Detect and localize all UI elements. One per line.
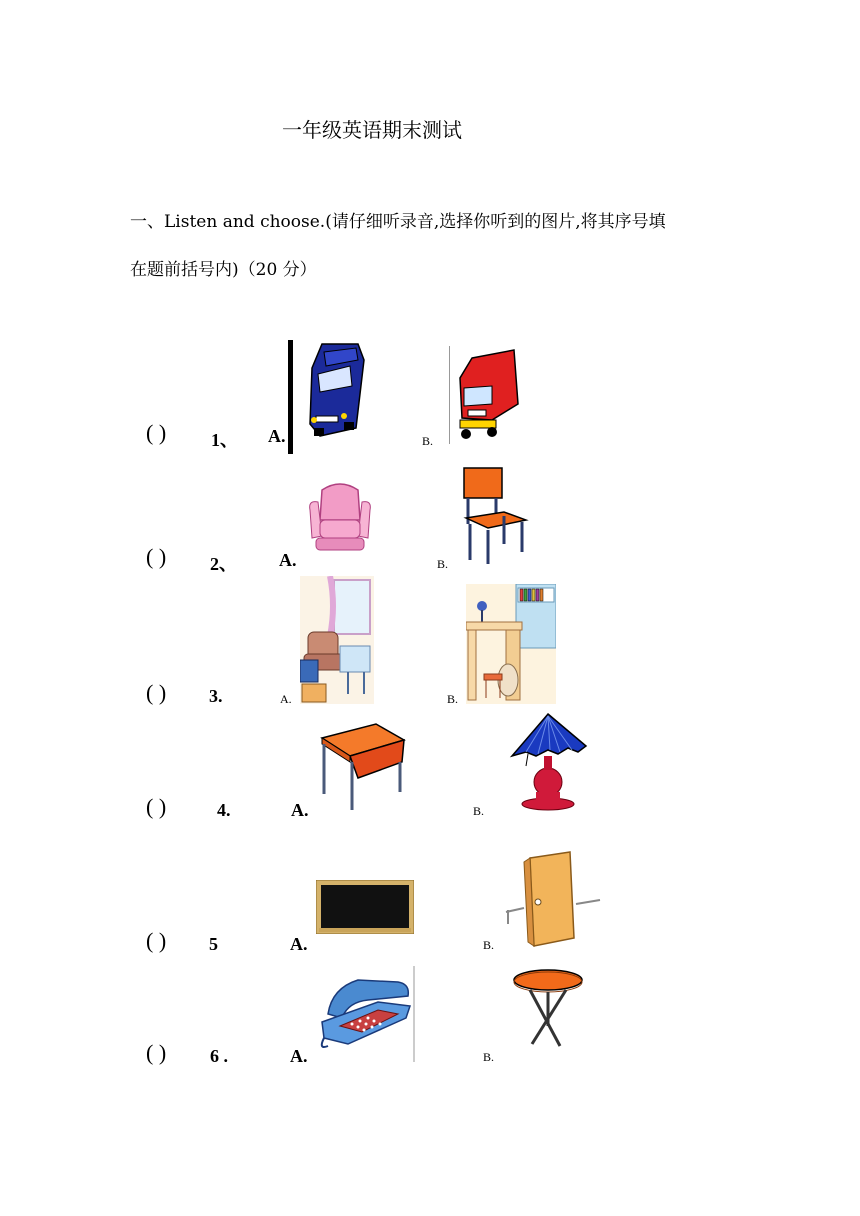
chair-picture (458, 464, 532, 566)
option-b-label: B. (473, 804, 485, 818)
table-picture (508, 966, 588, 1050)
answer-blank[interactable]: ( ) (146, 1040, 167, 1065)
bus-picture (452, 348, 524, 442)
page-title: 一年级英语期末测试 (282, 118, 462, 142)
option-a-label: A. (290, 1046, 308, 1066)
option-b-label: B. (422, 434, 434, 448)
option-a-label: A. (290, 934, 308, 954)
question-number: 6 . (210, 1046, 228, 1066)
option-a-label: A. (291, 800, 309, 820)
telephone-picture (318, 966, 416, 1062)
desk-picture (318, 722, 408, 814)
picture-border (449, 346, 450, 444)
option-a-label: A. (280, 692, 292, 706)
living-room-picture (300, 576, 374, 704)
option-a-label: A. (279, 550, 297, 570)
section-instruction-line-2: 在题前括号内)（20 分） (130, 260, 317, 280)
option-b-label: B. (447, 692, 459, 706)
study-room-picture (466, 584, 556, 704)
answer-blank[interactable]: ( ) (146, 420, 167, 445)
lamp-picture (508, 712, 588, 812)
door-picture (504, 850, 602, 950)
question-number: 5 (209, 934, 218, 954)
question-number: 2、 (210, 554, 237, 574)
option-b-label: B. (437, 557, 449, 571)
option-a-label: A. (268, 426, 286, 446)
question-number: 3. (209, 686, 223, 706)
option-b-label: B. (483, 1050, 495, 1064)
armchair-picture (304, 476, 376, 556)
question-number: 4. (217, 800, 231, 820)
option-b-label: B. (483, 938, 495, 952)
car-picture (300, 340, 370, 440)
answer-blank[interactable]: ( ) (146, 928, 167, 953)
answer-blank[interactable]: ( ) (146, 544, 167, 569)
answer-blank[interactable]: ( ) (146, 794, 167, 819)
blackboard-picture (316, 880, 414, 934)
question-number: 1、 (211, 430, 238, 450)
answer-blank[interactable]: ( ) (146, 680, 167, 705)
section-instruction-line-1: 一、Listen and choose.(请仔细听录音,选择你听到的图片,将其序号填 (130, 212, 666, 232)
vertical-bar (288, 340, 293, 454)
